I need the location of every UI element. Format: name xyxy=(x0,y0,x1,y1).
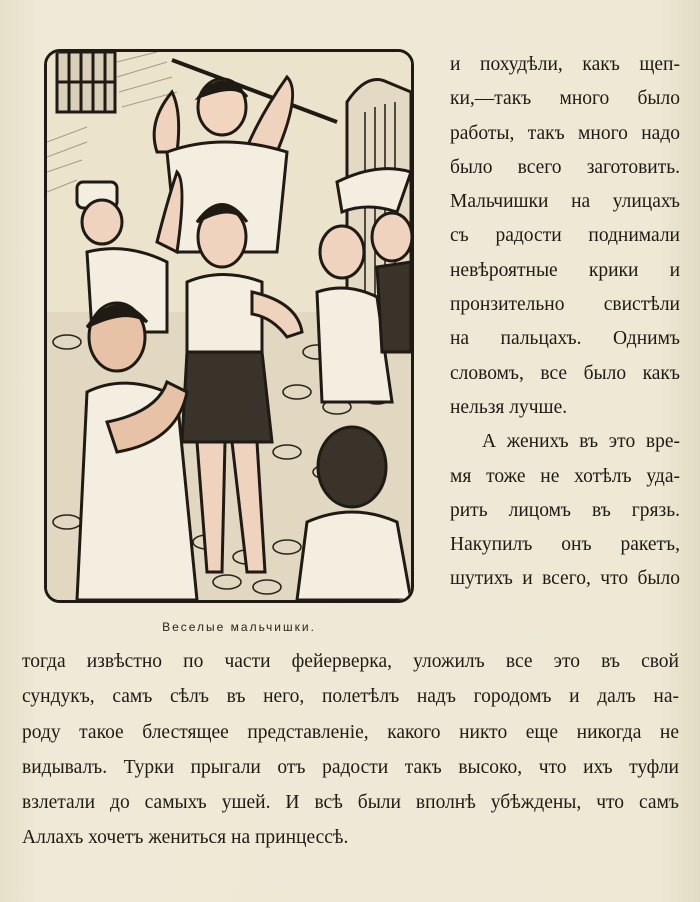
right-column-text xyxy=(450,48,680,597)
full-width-text xyxy=(22,644,679,856)
text-line: сундукъ, самъ сѣлъ въ него, полетѣлъ надъ городомъ и далъ на- xyxy=(22,686,679,708)
text-line: нельзя лучше. xyxy=(450,396,568,418)
text-line: ки,—такъ много было xyxy=(450,88,680,110)
text-line: невѣроятные крики и xyxy=(450,259,680,281)
text-line: шутихъ и всего, что было xyxy=(450,568,680,590)
text-line: Аллахъ хочетъ жениться на принцессѣ. xyxy=(22,827,349,849)
text-line: Накупилъ онъ ракетъ, xyxy=(450,534,680,556)
text-line: было всего заготовить. xyxy=(450,156,680,178)
text-line: Мальчишки на улицахъ xyxy=(450,191,680,213)
boys-drawing xyxy=(47,52,411,600)
illustration-caption: Веселые мальчишки. xyxy=(162,620,316,634)
illustration-merry-boys xyxy=(44,49,414,603)
text-line: пронзительно свистѣли xyxy=(450,294,680,316)
text-line: видывалъ. Турки прыгали отъ радости такъ высоко, что ихъ туфли xyxy=(22,756,679,778)
text-line: и похудѣли, какъ щеп- xyxy=(450,54,680,75)
text-line: роду такое блестящее представленіе, какого никто еще никогда не xyxy=(22,721,679,743)
text-line: взлетали до самыхъ ушей. И всѣ были вполнѣ убѣждены, что самъ xyxy=(22,792,679,814)
text-line: съ радости поднимали xyxy=(450,225,680,247)
text-line: на пальцахъ. Однимъ xyxy=(450,328,680,350)
text-line: рить лицомъ въ грязь. xyxy=(450,499,680,521)
text-line: работы, такъ много надо xyxy=(450,122,680,144)
text-line: мя тоже не хотѣлъ уда- xyxy=(450,465,680,487)
text-line: А женихъ въ это вре- xyxy=(482,431,680,453)
text-line: тогда извѣстно по части фейерверка, уложилъ все это въ свой xyxy=(22,651,679,672)
text-line: словомъ, все было какъ xyxy=(450,362,680,384)
